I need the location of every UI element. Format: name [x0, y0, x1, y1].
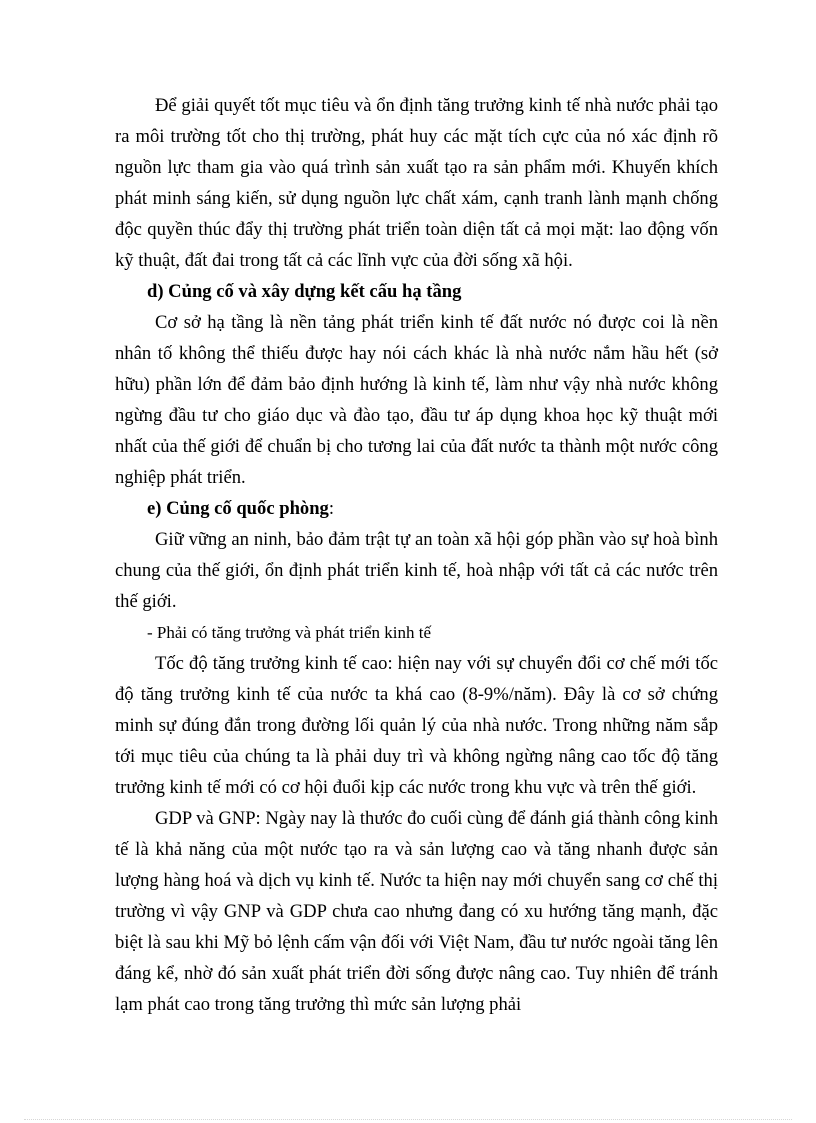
section-heading-defense-text: e) Củng cố quốc phòng — [147, 498, 329, 519]
section-heading-defense-colon: : — [328, 498, 335, 519]
bullet-growth: - Phải có tăng trưởng và phát triển kinh tế — [147, 623, 431, 642]
section-heading-defense — [115, 493, 718, 524]
paragraph-goals: Để giải quyết tốt mục tiêu và ổn định tăng trưởng kinh tế nhà nước phải tạo ra môi trường tốt cho thị trường, phát huy các mặt tích cực của nó xác định rõ nguồn lực tham gia vào quá trình sản xuất tạo ra sản phẩm mới. Khuyến khích phát minh sáng kiến, sử dụng nguồn lực chất xám, cạnh tranh lành mạnh chống độc quyền thúc đẩy thị trường phát triển toàn diện tất cả mọi mặt: lao động vốn kỹ thuật, đất đai trong tất cả các lĩnh vực của đời sống xã hội. — [115, 95, 718, 271]
paragraph-gdp-gnp: GDP và GNP: Ngày nay là thước đo cuối cùng để đánh giá thành công kinh tế là khả năng của một nước tạo ra và sản lượng cao và tăng nhanh được sản lượng hàng hoá và dịch vụ kinh tế. Nước ta hiện nay mới chuyển sang cơ chế thị trường vì vậy GNP và GDP chưa cao nhưng đang có xu hướng tăng mạnh, đặc biệt là sau khi Mỹ bỏ lệnh cấm vận đối với Việt Nam, đầu tư nước ngoài tăng lên đáng kể, nhờ đó sản xuất phát triển đời sống được nâng cao. Tuy nhiên để tránh lạm phát cao trong tăng trưởng thì mức sản lượng phải — [115, 808, 718, 1015]
document-body — [115, 90, 718, 1020]
paragraph-security: Giữ vững an ninh, bảo đảm trật tự an toàn xã hội góp phần vào sự hoà bình chung của thế giới, ổn định phát triển kinh tế, hoà nhập với tất cả các nước trên thế giới. — [115, 529, 718, 612]
page-bottom-rule — [24, 1119, 792, 1120]
paragraph-growth-rate: Tốc độ tăng trưởng kinh tế cao: hiện nay với sự chuyển đổi cơ chế mới tốc độ tăng trưởng kinh tế của nước ta khá cao (8-9%/năm). Đây là cơ sở chứng minh sự đúng đắn trong đường lối quản lý của nhà nước. Trong những năm sắp tới mục tiêu của chúng ta là phải duy trì và không ngừng nâng cao tốc độ tăng trưởng kinh tế mới có cơ hội đuổi kịp các nước trong khu vực và trên thế giới. — [115, 653, 718, 798]
section-heading-infrastructure: d) Củng cố và xây dựng kết cấu hạ tầng — [147, 281, 462, 302]
paragraph-infrastructure: Cơ sở hạ tầng là nền tảng phát triển kinh tế đất nước nó được coi là nền nhân tố không thể thiếu được hay nói cách khác là nhà nước nắm hầu hết (sở hữu) phần lớn để đảm bảo định hướng là kinh tế, làm như vậy nhà nước không ngừng đầu tư cho giáo dục và đào tạo, đầu tư áp dụng khoa học kỹ thuật mới nhất của thế giới để chuẩn bị cho tương lai của đất nước ta thành một nước công nghiệp phát triển. — [115, 312, 718, 488]
